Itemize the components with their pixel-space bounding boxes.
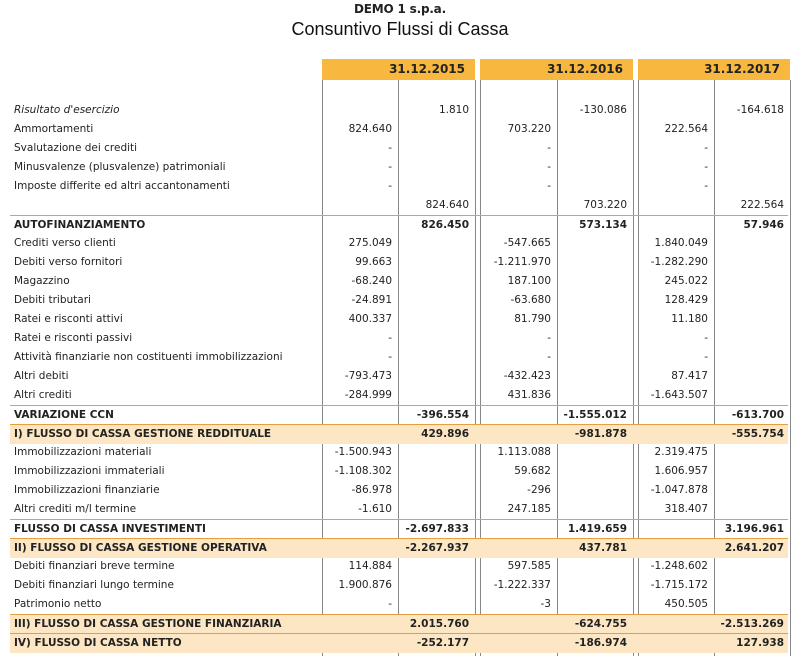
table-row bbox=[10, 576, 788, 595]
cell-value: 247.185 bbox=[507, 503, 551, 515]
cell-value: -164.618 bbox=[736, 104, 784, 116]
table-row bbox=[10, 367, 788, 386]
row-label: Immobilizzazioni immateriali bbox=[14, 465, 165, 477]
cell-value: 127.938 bbox=[736, 637, 784, 649]
table-row bbox=[10, 443, 788, 462]
cell-value: -432.423 bbox=[503, 370, 551, 382]
row-label: Debiti finanziari lungo termine bbox=[14, 579, 174, 591]
cell-value: -284.999 bbox=[344, 389, 392, 401]
table-row bbox=[10, 234, 788, 253]
cell-value: - bbox=[704, 142, 708, 154]
row-label: I) FLUSSO DI CASSA GESTIONE REDDITUALE bbox=[14, 428, 272, 440]
cell-value: 824.640 bbox=[348, 123, 392, 135]
row-label: Patrimonio netto bbox=[14, 598, 102, 610]
cell-value: -2.697.833 bbox=[405, 523, 469, 535]
cell-value: - bbox=[388, 180, 392, 192]
cell-value: 11.180 bbox=[671, 313, 708, 325]
table-row bbox=[10, 614, 788, 634]
table-row bbox=[10, 101, 788, 120]
table-row bbox=[10, 519, 788, 539]
cell-value: - bbox=[547, 351, 551, 363]
cell-value: -68.240 bbox=[351, 275, 392, 287]
cell-value: 437.781 bbox=[579, 542, 627, 554]
cell-value: 1.113.088 bbox=[497, 446, 551, 458]
cell-value: 57.946 bbox=[743, 219, 784, 231]
cell-value: 429.896 bbox=[421, 428, 469, 440]
column-divider bbox=[790, 80, 791, 656]
cell-value: 2.641.207 bbox=[724, 542, 784, 554]
cell-value: -1.108.302 bbox=[334, 465, 392, 477]
cell-value: -1.610 bbox=[358, 503, 392, 515]
cell-value: -2.267.937 bbox=[405, 542, 469, 554]
period-header-2016: 31.12.2016 bbox=[480, 59, 633, 80]
cell-value: -24.891 bbox=[351, 294, 392, 306]
cell-value: - bbox=[388, 332, 392, 344]
cell-value: 99.663 bbox=[355, 256, 392, 268]
row-label: Minusvalenze (plusvalenze) patrimoniali bbox=[14, 161, 226, 173]
cell-value: 2.015.760 bbox=[409, 618, 469, 630]
cell-value: - bbox=[388, 142, 392, 154]
cell-value: -624.755 bbox=[574, 618, 627, 630]
row-label: AUTOFINANZIAMENTO bbox=[14, 219, 146, 231]
cell-value: -1.500.943 bbox=[334, 446, 392, 458]
table-row bbox=[10, 139, 788, 158]
cell-value: 703.220 bbox=[507, 123, 551, 135]
table-row bbox=[10, 177, 788, 196]
table-row bbox=[10, 538, 788, 558]
cell-value: 703.220 bbox=[583, 199, 627, 211]
table-row bbox=[10, 272, 788, 291]
cell-value: -1.715.172 bbox=[650, 579, 708, 591]
row-label: VARIAZIONE CCN bbox=[14, 409, 114, 421]
table-row bbox=[10, 633, 788, 653]
cell-value: -793.473 bbox=[344, 370, 392, 382]
cell-value: 431.836 bbox=[507, 389, 551, 401]
row-label: IV) FLUSSO DI CASSA NETTO bbox=[14, 637, 182, 649]
cell-value: 59.682 bbox=[514, 465, 551, 477]
cell-value: -296 bbox=[527, 484, 551, 496]
cell-value: - bbox=[704, 161, 708, 173]
row-label: Ammortamenti bbox=[14, 123, 94, 135]
table-row bbox=[10, 424, 788, 444]
row-label: Altri crediti m/l termine bbox=[14, 503, 137, 515]
cell-value: - bbox=[547, 180, 551, 192]
cell-value: 1.606.957 bbox=[654, 465, 708, 477]
cell-value: 87.417 bbox=[671, 370, 708, 382]
cell-value: -1.282.290 bbox=[650, 256, 708, 268]
cell-value: 128.429 bbox=[664, 294, 708, 306]
cell-value: 450.505 bbox=[664, 598, 708, 610]
cell-value: 2.319.475 bbox=[654, 446, 708, 458]
table-row bbox=[10, 329, 788, 348]
row-label: III) FLUSSO DI CASSA GESTIONE FINANZIARIA bbox=[14, 618, 282, 630]
row-label: Immobilizzazioni materiali bbox=[14, 446, 152, 458]
cell-value: -1.643.507 bbox=[650, 389, 708, 401]
row-label: Debiti tributari bbox=[14, 294, 91, 306]
cell-value: 1.419.659 bbox=[567, 523, 627, 535]
row-label: FLUSSO DI CASSA INVESTIMENTI bbox=[14, 523, 206, 535]
cell-value: 318.407 bbox=[664, 503, 708, 515]
cell-value: 81.790 bbox=[514, 313, 551, 325]
cell-value: 1.810 bbox=[438, 104, 469, 116]
row-label: Svalutazione dei crediti bbox=[14, 142, 138, 154]
cell-value: 114.884 bbox=[348, 560, 392, 572]
row-label: Imposte differite ed altri accantonamenti bbox=[14, 180, 230, 192]
row-label: Debiti verso fornitori bbox=[14, 256, 123, 268]
period-header-2017: 31.12.2017 bbox=[638, 59, 790, 80]
cell-value: -547.665 bbox=[503, 237, 551, 249]
cell-value: 826.450 bbox=[421, 219, 469, 231]
cell-value: -1.222.337 bbox=[493, 579, 551, 591]
cell-value: -1.248.602 bbox=[650, 560, 708, 572]
row-label: Immobilizzazioni finanziarie bbox=[14, 484, 160, 496]
cell-value: 597.585 bbox=[507, 560, 551, 572]
cell-value: - bbox=[704, 332, 708, 344]
cell-value: - bbox=[547, 161, 551, 173]
cell-value: -396.554 bbox=[416, 409, 469, 421]
cell-value: -1.047.878 bbox=[650, 484, 708, 496]
cell-value: 187.100 bbox=[507, 275, 551, 287]
cell-value: 222.564 bbox=[740, 199, 784, 211]
cell-value: 573.134 bbox=[579, 219, 627, 231]
cell-value: -1.555.012 bbox=[563, 409, 627, 421]
row-label: Debiti finanziari breve termine bbox=[14, 560, 175, 572]
table-row bbox=[10, 462, 788, 481]
table-row bbox=[10, 120, 788, 139]
cell-value: - bbox=[388, 598, 392, 610]
company-name: DEMO 1 s.p.a. bbox=[354, 2, 446, 16]
table-row bbox=[10, 158, 788, 177]
cell-value: -981.878 bbox=[574, 428, 627, 440]
cell-value: 400.337 bbox=[348, 313, 392, 325]
cell-value: -1.211.970 bbox=[493, 256, 551, 268]
cell-value: -3 bbox=[540, 598, 551, 610]
cell-value: - bbox=[388, 351, 392, 363]
table-row bbox=[10, 291, 788, 310]
table-row bbox=[10, 348, 788, 367]
table-row bbox=[10, 253, 788, 272]
cell-value: -613.700 bbox=[731, 409, 784, 421]
row-label: Ratei e risconti passivi bbox=[14, 332, 133, 344]
cell-value: -555.754 bbox=[731, 428, 784, 440]
cell-value: 1.840.049 bbox=[654, 237, 708, 249]
cell-value: -63.680 bbox=[510, 294, 551, 306]
report-title: Consuntivo Flussi di Cassa bbox=[291, 19, 509, 39]
row-label: Altri debiti bbox=[14, 370, 69, 382]
row-label: Magazzino bbox=[14, 275, 70, 287]
table-row bbox=[10, 557, 788, 576]
cell-value: - bbox=[704, 351, 708, 363]
cell-value: 222.564 bbox=[664, 123, 708, 135]
row-label: Altri crediti bbox=[14, 389, 72, 401]
cell-value: -2.513.269 bbox=[720, 618, 784, 630]
table-row bbox=[10, 310, 788, 329]
table-row bbox=[10, 481, 788, 500]
table-row bbox=[10, 595, 788, 614]
table-row bbox=[10, 196, 788, 215]
row-label: Attività finanziarie non costituenti immobilizzazioni bbox=[14, 351, 283, 363]
row-label: Risultato d'esercizio bbox=[14, 104, 120, 116]
cell-value: 824.640 bbox=[425, 199, 469, 211]
row-label: II) FLUSSO DI CASSA GESTIONE OPERATIVA bbox=[14, 542, 267, 554]
cell-value: -186.974 bbox=[574, 637, 627, 649]
table-row bbox=[10, 386, 788, 405]
period-header-2015: 31.12.2015 bbox=[322, 59, 475, 80]
row-label: Ratei e risconti attivi bbox=[14, 313, 123, 325]
cell-value: 245.022 bbox=[664, 275, 708, 287]
cell-value: -130.086 bbox=[579, 104, 627, 116]
cell-value: -86.978 bbox=[351, 484, 392, 496]
cell-value: 3.196.961 bbox=[724, 523, 784, 535]
cell-value: - bbox=[388, 161, 392, 173]
cell-value: - bbox=[704, 180, 708, 192]
table-row bbox=[10, 500, 788, 519]
cell-value: -252.177 bbox=[416, 637, 469, 649]
table-row bbox=[10, 215, 788, 235]
cell-value: 275.049 bbox=[348, 237, 392, 249]
cell-value: - bbox=[547, 142, 551, 154]
cell-value: - bbox=[547, 332, 551, 344]
table-row bbox=[10, 405, 788, 425]
row-label: Crediti verso clienti bbox=[14, 237, 116, 249]
cell-value: 1.900.876 bbox=[338, 579, 392, 591]
